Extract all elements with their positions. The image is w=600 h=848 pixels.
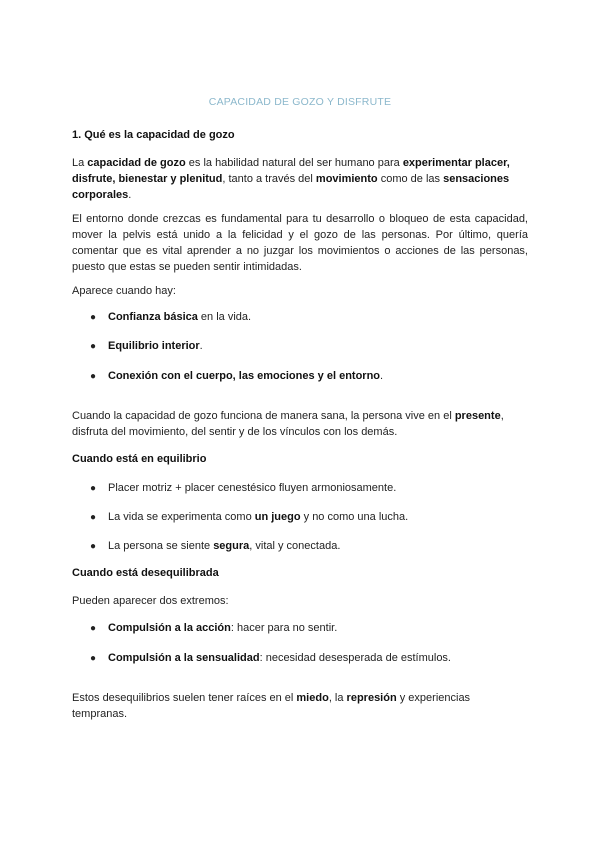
paragraph-entorno: El entorno donde crezcas es fundamental para tu desarrollo o bloqueo de esta capacidad, mover la pelvis está unido a la felicidad y el gozo de las personas. Por último, quería comentar que es vital aprender a no juzgar los movimientos o acciones de las personas, puesto que estas se pueden sentir intimidadas. bbox=[72, 213, 528, 273]
bullet-icon: ● bbox=[90, 483, 97, 494]
bullet-conexion: ● Conexión con el cuerpo, las emociones y el entorno. bbox=[90, 368, 383, 385]
bullet-icon: ● bbox=[90, 653, 97, 664]
bullet-equilibrio: ● Equilibrio interior. bbox=[90, 338, 203, 355]
section-heading-que-es: 1. Qué es la capacidad de gozo bbox=[72, 129, 235, 141]
bullet-sensualidad: ● Compulsión a la sensualidad: necesidad desesperada de estímulos. bbox=[90, 650, 451, 667]
paragraph-raices: Estos desequilibrios suelen tener raíces en el miedo, la represión y experiencias tempranas. bbox=[72, 692, 471, 720]
paragraph-extremos: Pueden aparecer dos extremos: bbox=[72, 595, 229, 607]
bullet-juego: ● La vida se experimenta como un juego y no como una lucha. bbox=[90, 509, 408, 526]
bullet-icon: ● bbox=[90, 541, 97, 552]
section-heading-equilibrio: Cuando está en equilibrio bbox=[72, 453, 207, 465]
document-title: CAPACIDAD DE GOZO Y DISFRUTE bbox=[208, 96, 392, 108]
section-heading-desequilibrada: Cuando está desequilibrada bbox=[72, 567, 219, 579]
bullet-icon: ● bbox=[90, 512, 97, 523]
bullet-icon: ● bbox=[90, 623, 97, 634]
bullet-segura: ● La persona se siente segura, vital y conectada. bbox=[90, 538, 340, 555]
paragraph-definition: La capacidad de gozo es la habilidad natural del ser humano para experimentar placer, disfrute, bienestar y plenitud, tanto a través del movimiento como de las sensaciones corporales. bbox=[72, 157, 510, 201]
bullet-icon: ● bbox=[90, 371, 97, 382]
bullet-placer: ● Placer motriz + placer cenestésico fluyen armoniosamente. bbox=[90, 480, 396, 497]
bullet-icon: ● bbox=[90, 341, 97, 352]
paragraph-aparece: Aparece cuando hay: bbox=[72, 285, 176, 297]
bullet-icon: ● bbox=[90, 312, 97, 323]
bullet-confianza: ● Confianza básica en la vida. bbox=[90, 309, 251, 326]
bullet-accion: ● Compulsión a la acción: hacer para no sentir. bbox=[90, 620, 337, 637]
paragraph-presente: Cuando la capacidad de gozo funciona de manera sana, la persona vive en el presente, disfruta del movimiento, del sentir y de los vínculos con los demás. bbox=[72, 410, 504, 438]
